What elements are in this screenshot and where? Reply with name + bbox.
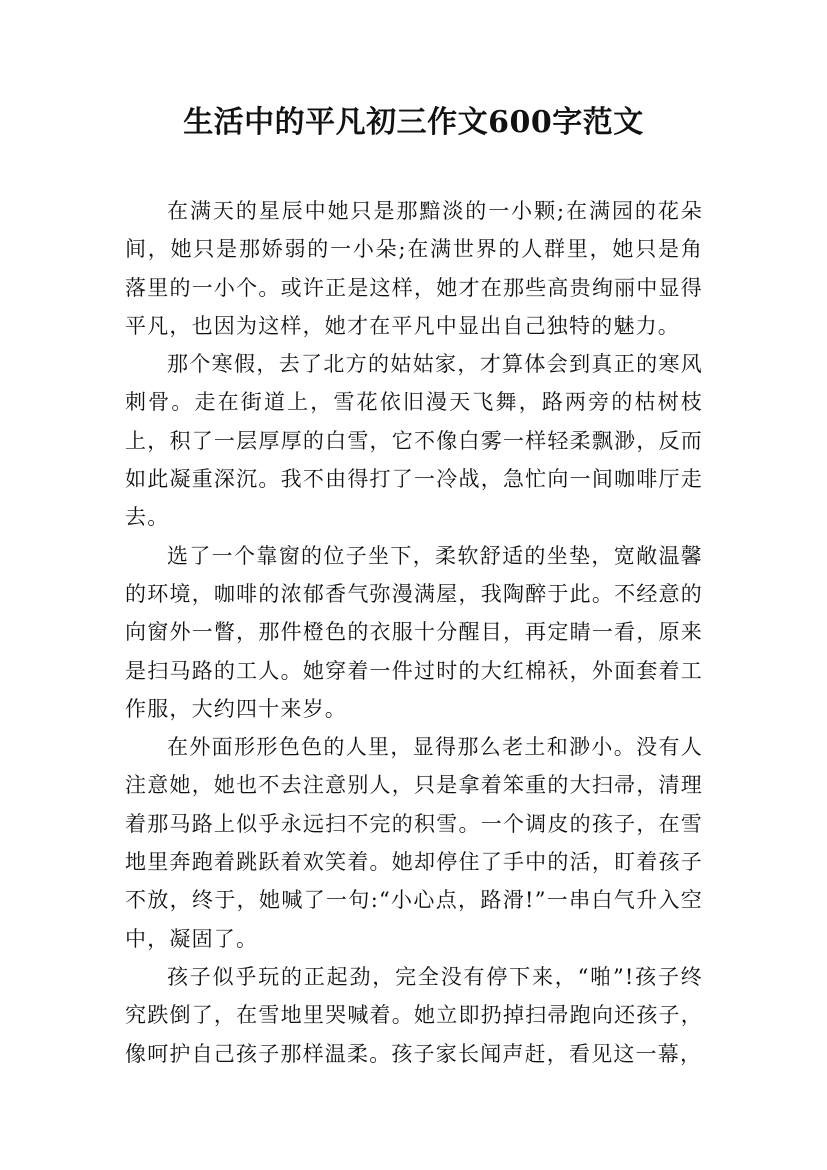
paragraph-2: 那个寒假，去了北方的姑姑家，才算体会到真正的寒风刺骨。走在街道上，雪花依旧漫天飞舞，路两旁的枯树枝上，积了一层厚厚的白雪，它不像白雾一样轻柔飘渺，反而如此凝重深沉。我不由得打了一冷战，急忙向一间咖啡厅走去。 [125,352,703,530]
paragraph-1: 在满天的星辰中她只是那黯淡的一小颗;在满园的花朵间，她只是那娇弱的一小朵;在满世界的人群里，她只是角落里的一小个。或许正是这样，她才在那些高贵绚丽中显得平凡，也因为这样，她才在平凡中显出自己独特的魅力。 [125,199,703,338]
article-body [125,192,703,1073]
page-title: 生活中的平凡初三作文600字范文 [183,105,644,140]
paragraph-4: 在外面形形色色的人里，显得那么老土和渺小。没有人注意她，她也不去注意别人，只是拿着笨重的大扫帚，清理着那马路上似乎永远扫不完的积雪。一个调皮的孩子，在雪地里奔跑着跳跃着欢笑着。她却停住了手中的活，盯着孩子不放，终于，她喊了一句:“小心点，路滑!”一串白气升入空中，凝固了。 [125,735,703,951]
paragraph-5: 孩子似乎玩的正起劲，完全没有停下来，“啪”!孩子终究跌倒了，在雪地里哭喊着。她立即扔掉扫帚跑向还孩子，像呵护自己孩子那样温柔。孩子家长闻声赶，看见这一幕， [125,964,703,1066]
paragraph-3: 选了一个靠窗的位子坐下，柔软舒适的坐垫，宽敞温馨的环境，咖啡的浓郁香气弥漫满屋，我陶醉于此。不经意的向窗外一瞥，那件橙色的衣服十分醒目，再定睛一看，原来是扫马路的工人。她穿着一件过时的大红棉袄，外面套着工作服，大约四十来岁。 [125,543,703,721]
